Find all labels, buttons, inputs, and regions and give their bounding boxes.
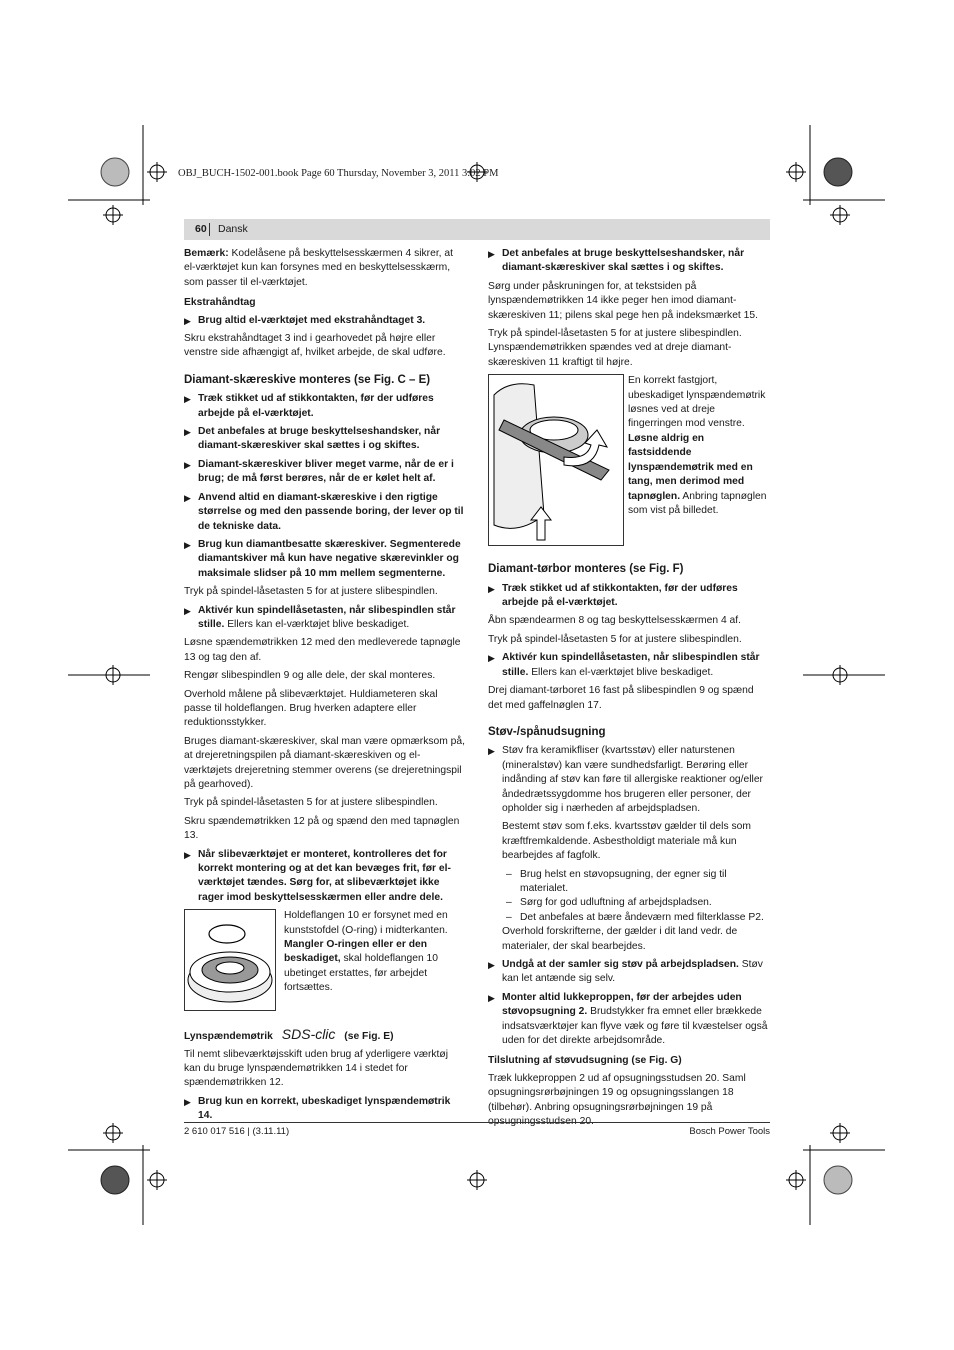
page-header — [184, 219, 770, 240]
dust-dash-item: – Brug helst en støvopsugning, der egner sig til materialet. — [506, 868, 727, 894]
section-name: Dansk — [218, 223, 248, 235]
sds-clic-logo: SDS-clic — [281, 1026, 336, 1043]
paragraph: Rengør slibespindlen 9 og alle dele, der skal monteres. — [184, 670, 436, 682]
paragraph: Åbn spændearmen 8 og tag beskyttelsesskærmen 4 af. — [488, 615, 741, 627]
diamond-bullet: ▶ Brug kun diamantbesatte skæreskiver. Segmenterede diamantskiver må kun have negative skærevinkler og maksimale slidser på 10 mm mellem segmenterne. — [184, 538, 461, 579]
spindle-bullet: ▶ Aktivér kun spindellåsetasten, når slibespindlen står stille. Ellers kan el-værktøjet blive beskadiget. — [184, 604, 456, 630]
dust-bullet-continued: Bestemt støv som f.eks. kvartsstøv gælder til dels som kræftfremkaldende. Asbestholdigt materiale må kun bearbejdes af fagfolk. — [502, 821, 751, 862]
print-slug: OBJ_BUCH-1502-001.book Page 60 Thursday, November 3, 2011 3:02 PM — [178, 168, 499, 179]
quick-bullet: ▶ Brug kun en korrekt, ubeskadiget lynspændemøtrik 14. — [184, 1095, 451, 1122]
paragraph: Løsne spændemøtrikken 12 med den medleverede tapnøgle 13 og tag den af. — [184, 637, 461, 663]
cap-bullet: ▶ Monter altid lukkeproppen, før der arbejdes uden støvopsugning 2. Brudstykker fra emnet eller brækkede indsatsværktøjer kan flyve væk og føre til kvæstelser også uden for det direkte arbejdsområde. — [488, 991, 768, 1047]
dust-title: Støv-/spånudsugning — [488, 725, 606, 738]
diamond-bullet: ▶ Træk stikket ud af stikkontakten, før der udføres arbejde på el-værktøjet. — [184, 393, 434, 419]
connect-text: Træk lukkeproppen 2 ud af opsugningsstudsen 20. Saml opsugningsrørbøjningen 19 og opsugningsslangen 18 (tilbehør). Anbring opsugningsrørbøjningen 19 på — [488, 1072, 746, 1113]
avoid-bullet: ▶ Undgå at der samler sig støv på arbejdspladsen. Støv kan let antænde sig selv. — [488, 959, 763, 985]
nut-figure — [488, 374, 624, 546]
drill-title: Diamant-tørbor monteres (se Fig. F) — [488, 563, 684, 576]
header-divider — [209, 223, 210, 236]
flange-text: Holdeflangen 10 er forsynet med en kunststofdel (O-ring) i midterkanten. Mangler O-ringen eller er den beskadiget, skal holdeflangen 10 ubetinget erstattes, før arbejdet fortsættes. — [284, 910, 448, 994]
footer-rule — [184, 1122, 770, 1123]
paragraph: Bruges diamant-skæreskiver, skal man være opmærksom på, at drejeretningspilen på diamant-skæreskiven og el-værktøjets drejeretning stemmer overens (se drejeretningspil på gearhoved). — [184, 735, 465, 790]
footer-doc-number: 2 610 017 516 | (3.11.11) — [184, 1126, 290, 1137]
diamond-title: Diamant-skæreskive monteres (se Fig. C – E) — [184, 373, 431, 386]
note: Bemærk: Kodelåsene på beskyttelsesskærmen 4 sikrer, at el-værktøjet kun kan forsynes med en beskyttelsesskærm, som passer til el-værktøjet. — [184, 248, 453, 288]
diamond-bullet: ▶ Diamant-skæreskiver bliver meget varme, når de er i brug; de må først berøres, når de er kølet helt af. — [184, 458, 454, 485]
flange-figure — [184, 909, 276, 1011]
paragraph: Overhold målene på slibeværktøjet. Huldiameteren skal passe til holdeflangen. Brug hverken adaptere eller reduktionsstykker. — [184, 688, 438, 729]
gloves-bullet: ▶ Det anbefales at bruge beskyttelseshandsker, når diamant-skæreskiver skal sættes i og skiftes. — [488, 248, 745, 274]
right-column — [488, 247, 770, 1133]
nut-illustration — [489, 375, 623, 545]
paragraph: Tryk på spindel-låsetasten 5 for at justere slibespindlen. — [488, 633, 742, 645]
page-number: 60 — [195, 223, 207, 235]
diamond-bullet: ▶ Det anbefales at bruge beskyttelseshandsker, når diamant-skæreskiver skal sættes i og skiftes. — [184, 426, 441, 452]
dust-rules: Overhold forskrifterne, der gælder i dit land vedr. de materialer, der skal bearbejdes. — [502, 926, 738, 952]
paragraph: Drej diamant-tørboret 16 fast på slibespindlen 9 og spænd det med gaffelnøglen 17. — [488, 685, 754, 711]
flange-illustration — [185, 910, 275, 1010]
extra-handle-text: Skru ekstrahåndtaget 3 ind i gearhovedet på højre eller venstre side afhængigt af, hvilket arbejde, de skal udføre. — [184, 333, 446, 359]
paragraph: Tryk på spindel-låsetasten 5 for at justere slibespindlen. Lynspændemøtrikken spændes ved at dreje diamant-skæreskiven 11 kraftigt til højre. — [488, 328, 742, 368]
check-bullet: ▶ Når slibeværktøjet er monteret, kontrolleres det for korrekt montering og at det kan bevæges frit, før el-værktøjet tændes. Sørg for, at slibeværktøjet ikke rager imod beskyttelsesskærmen eller andre dele. — [184, 848, 451, 903]
nut-block — [488, 374, 770, 550]
connect-title: Tilslutning af støvudsugning (se Fig. G) — [488, 1055, 682, 1067]
extra-handle-title: Ekstrahåndtag — [184, 297, 256, 309]
flange-block — [184, 909, 467, 1013]
left-column — [184, 247, 467, 1128]
dust-dash-item: – Sørg for god udluftning af arbejdspladsen. — [506, 897, 712, 909]
paragraph: Tryk på spindel-låsetasten 5 for at justere slibespindlen. — [184, 586, 438, 598]
footer-brand: Bosch Power Tools — [689, 1126, 770, 1137]
drill-bullet: ▶ Træk stikket ud af stikkontakten, før der udføres arbejde på el-værktøjet. — [488, 582, 738, 609]
quick-title: Lynspændemøtrik SDS-clic (se Fig. E) — [184, 1026, 394, 1043]
extra-handle-bullet: ▶ Brug altid el-værktøjet med ekstrahåndtaget 3. — [184, 314, 426, 326]
paragraph: Tryk på spindel-låsetasten 5 for at justere slibespindlen. — [184, 797, 438, 809]
nut-text: En korrekt fastgjort, ubeskadiget lynspændemøtrik løsnes ved at dreje fingerringen mod venstre. Løsne aldrig en fastsiddende lynspændemøtrik med en tang, men derimod med tapnøglen. Anbring tapnøglen som vist på billedet. — [628, 375, 767, 516]
paragraph: Skru spændemøtrikken 12 på og spænd den med tapnøglen 13. — [184, 815, 460, 842]
quick-text: Til nemt slibeværktøjsskift uden brug af yderligere værktøj kan du bruge lynspændemøtrikken 14 i stedet for spændemøtrikken 12. — [184, 1048, 448, 1089]
paragraph: Sørg under påskruningen for, at tekstsiden på lynspændemøtrikken 14 ikke peger hen imod diamant-skæreskiven 11; pilens skal pege hen på indeksmærket 15. — [488, 280, 758, 321]
spindle-bullet: ▶ Aktivér kun spindellåsetasten, når slibespindlen står stille. Ellers kan el-værktøjet blive beskadiget. — [488, 652, 760, 678]
diamond-bullet: ▶ Anvend altid en diamant-skæreskive i den rigtige størrelse og med den passende boring, der lever op til de tekniske data. — [184, 491, 464, 532]
dust-dash-item: – Det anbefales at bære åndeværn med filterklasse P2. — [506, 911, 764, 923]
dust-bullet: ▶ Støv fra keramikfliser (kvartsstøv) eller naturstenen (mineralstøv) kan være sundhedsfarligt. Berøring eller indånding af støv kan føre til allergiske reaktioner og/eller åndedrætssygdomme hos brugeren eller personer, der opholder sig i nærheden af arbejdspladsen. — [488, 745, 763, 814]
